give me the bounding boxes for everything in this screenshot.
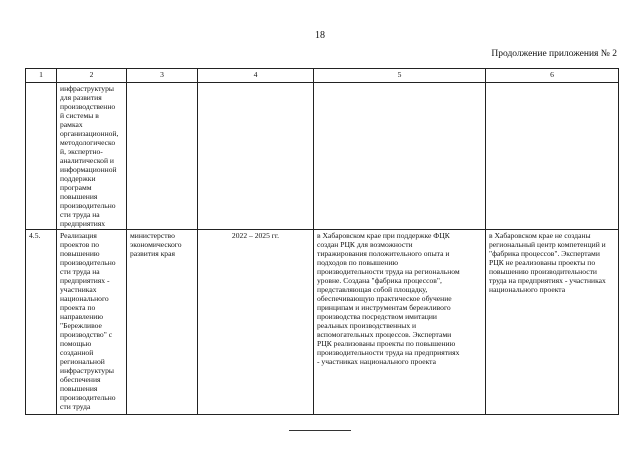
cell-period: 2022 – 2025 гг.	[198, 230, 314, 415]
cell-period	[198, 83, 314, 230]
appendix-continuation-label: Продолжение приложения № 2	[491, 49, 617, 59]
header-cell-1: 1	[26, 69, 57, 83]
table-row-continuation	[26, 83, 619, 230]
header-cell-5: 5	[314, 69, 486, 83]
cell-number	[26, 83, 57, 230]
cell-expected-result	[314, 83, 486, 230]
cell-responsible	[127, 83, 198, 230]
cell-number: 4.5.	[26, 230, 57, 415]
cell-measure-name: инфраструктуры для развития производственно й системы в рамках организационной, методологическо й, экспертно- аналитической и информационной поддержки программ повышения производительно сти труда на предприятиях	[57, 83, 127, 230]
report-table	[25, 68, 619, 415]
cell-actual-result: в Хабаровском крае не созданы региональный центр компетенций и "фабрика процессов". Экспертами РЦК не реализованы проекты по повышению производительности труда на предприятиях - участниках национального проекта	[486, 230, 619, 415]
page-number: 18	[315, 30, 325, 41]
table-header-row	[26, 69, 619, 83]
table-row-4-5	[26, 230, 619, 415]
cell-expected-result: в Хабаровском крае при поддержке ФЦК создан РЦК для возможности тиражирования положительного опыта и подходов по повышению производительности труда на региональном уровне. Создана "фабрика процессов", представляющая собой площадку, обеспечивающую практическое обучение принципам и инструментам бережливого производства посредством имитации реальных производственных и вспомогательных процессов. Экспертами РЦК реализованы проекты по повышению производительности труда на предприятиях - участниках национального проекта	[314, 230, 486, 415]
header-cell-6: 6	[486, 69, 619, 83]
cell-responsible: министерство экономического развития края	[127, 230, 198, 415]
cell-actual-result	[486, 83, 619, 230]
cell-measure-name: Реализация проектов по повышению производительно сти труда на предприятиях - участниках национального проекта по направлению "Бережливое производство" с помощью созданной региональной инфраструктуры обеспечения повышения производительно сти труда	[57, 230, 127, 415]
header-cell-2: 2	[57, 69, 127, 83]
end-divider-line	[289, 430, 351, 431]
header-cell-4: 4	[198, 69, 314, 83]
header-cell-3: 3	[127, 69, 198, 83]
